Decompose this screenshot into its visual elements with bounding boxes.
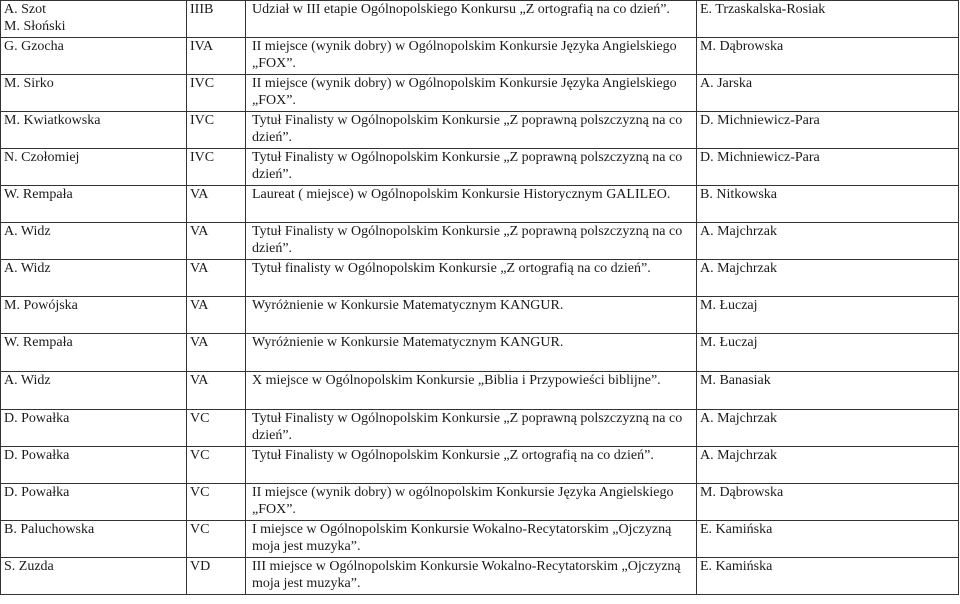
teacher-cell: A. Majchrzak [697, 223, 959, 260]
student-name: M. Słoński [4, 19, 66, 34]
achievement-cell: X miejsce w Ogólnopolskim Konkursie „Biblia i Przypowieści biblijne”. [246, 372, 697, 410]
achievement-cell: Tytuł Finalisty w Ogólnopolskim Konkursie „Z ortografią na co dzień”. [246, 447, 697, 484]
student-name-cell [1, 75, 187, 112]
student-name: A. Szot [4, 2, 46, 17]
student-name: M. Powójska [4, 298, 78, 313]
achievement-cell: Wyróżnienie w Konkursie Matematycznym KANGUR. [246, 334, 697, 372]
table-row [1, 38, 959, 75]
achievement-cell: I miejsce w Ogólnopolskim Konkursie Wokalno-Recytatorskim „Ojczyzną moja jest muzyka”. [246, 521, 697, 558]
achievement-cell: Tytuł Finalisty w Ogólnopolskim Konkursie „Z poprawną polszczyzną na co dzień”. [246, 149, 697, 186]
class-cell: VC [187, 447, 246, 484]
student-name-cell [1, 223, 187, 260]
teacher-cell: M. Łuczaj [697, 334, 959, 372]
achievements-table-body [1, 1, 959, 595]
class-cell: VA [187, 223, 246, 260]
table-row [1, 149, 959, 186]
class-cell: IVA [187, 38, 246, 75]
achievement-cell: II miejsce (wynik dobry) w Ogólnopolskim Konkursie Języka Angielskiego „FOX”. [246, 75, 697, 112]
student-name: D. Powałka [4, 448, 70, 463]
student-name-cell [1, 410, 187, 447]
student-name-cell [1, 186, 187, 223]
class-cell: IIIB [187, 1, 246, 38]
teacher-cell: A. Jarska [697, 75, 959, 112]
class-cell: VD [187, 558, 246, 595]
student-name: A. Widz [4, 261, 51, 276]
student-name: D. Powałka [4, 411, 70, 426]
teacher-cell: A. Majchrzak [697, 447, 959, 484]
student-name-cell [1, 149, 187, 186]
student-name-cell [1, 558, 187, 595]
table-row [1, 186, 959, 223]
class-cell: VA [187, 297, 246, 334]
table-row [1, 112, 959, 149]
achievement-cell: Tytuł Finalisty w Ogólnopolskim Konkursie „Z poprawną polszczyzną na co dzień”. [246, 223, 697, 260]
student-name-cell [1, 372, 187, 410]
teacher-cell: A. Majchrzak [697, 410, 959, 447]
class-cell: VC [187, 484, 246, 521]
teacher-cell: D. Michniewicz-Para [697, 149, 959, 186]
student-name-cell [1, 297, 187, 334]
student-name: A. Widz [4, 224, 51, 239]
student-name: B. Paluchowska [4, 522, 95, 537]
class-cell: VA [187, 372, 246, 410]
achievement-cell: Udział w III etapie Ogólnopolskiego Konkursu „Z ortografią na co dzień”. [246, 1, 697, 38]
teacher-cell: E. Kamińska [697, 558, 959, 595]
class-cell: IVC [187, 75, 246, 112]
table-row [1, 484, 959, 521]
achievement-cell: Tytuł Finalisty w Ogólnopolskim Konkursie „Z poprawną polszczyzną na co dzień”. [246, 410, 697, 447]
student-name: A. Widz [4, 373, 51, 388]
teacher-cell: M. Dąbrowska [697, 38, 959, 75]
student-name-cell [1, 38, 187, 75]
achievement-cell: III miejsce w Ogólnopolskim Konkursie Wokalno-Recytatorskim „Ojczyzną moja jest muzyka”. [246, 558, 697, 595]
student-name-cell [1, 260, 187, 297]
achievement-cell: Tytuł finalisty w Ogólnopolskim Konkursie „Z ortografią na co dzień”. [246, 260, 697, 297]
teacher-cell: D. Michniewicz-Para [697, 112, 959, 149]
table-row [1, 558, 959, 595]
class-cell: VA [187, 186, 246, 223]
table-row [1, 260, 959, 297]
table-row [1, 521, 959, 558]
teacher-cell: E. Trzaskalska-Rosiak [697, 1, 959, 38]
teacher-cell: E. Kamińska [697, 521, 959, 558]
student-name: W. Rempała [4, 187, 73, 202]
class-cell: VC [187, 410, 246, 447]
teacher-cell: M. Banasiak [697, 372, 959, 410]
student-name: M. Kwiatkowska [4, 113, 101, 128]
student-name: W. Rempała [4, 335, 73, 350]
student-name-cell [1, 112, 187, 149]
achievement-cell: Laureat ( miejsce) w Ogólnopolskim Konkursie Historycznym GALILEO. [246, 186, 697, 223]
teacher-cell: M. Łuczaj [697, 297, 959, 334]
student-name-cell [1, 521, 187, 558]
class-cell: IVC [187, 112, 246, 149]
class-cell: VA [187, 260, 246, 297]
class-cell: IVC [187, 149, 246, 186]
table-row [1, 334, 959, 372]
teacher-cell: A. Majchrzak [697, 260, 959, 297]
teacher-cell: M. Dąbrowska [697, 484, 959, 521]
class-cell: VC [187, 521, 246, 558]
student-name-cell [1, 1, 187, 38]
student-name-cell [1, 334, 187, 372]
teacher-cell: B. Nitkowska [697, 186, 959, 223]
student-name-cell [1, 484, 187, 521]
student-name: M. Sirko [4, 76, 54, 91]
table-row [1, 1, 959, 38]
table-row [1, 223, 959, 260]
table-row [1, 372, 959, 410]
student-name: S. Zuzda [4, 559, 54, 574]
student-name: N. Czołomiej [4, 150, 80, 165]
achievement-cell: II miejsce (wynik dobry) w Ogólnopolskim Konkursie Języka Angielskiego „FOX”. [246, 38, 697, 75]
table-row [1, 75, 959, 112]
achievement-cell: Wyróżnienie w Konkursie Matematycznym KANGUR. [246, 297, 697, 334]
table-row [1, 410, 959, 447]
student-name: G. Gzocha [4, 39, 64, 54]
achievement-cell: II miejsce (wynik dobry) w ogólnopolskim Konkursie Języka Angielskiego „FOX”. [246, 484, 697, 521]
table-row [1, 297, 959, 334]
class-cell: VA [187, 334, 246, 372]
table-row [1, 447, 959, 484]
student-name: D. Powałka [4, 485, 70, 500]
achievement-cell: Tytuł Finalisty w Ogólnopolskim Konkursie „Z poprawną polszczyzną na co dzień”. [246, 112, 697, 149]
student-name-cell [1, 447, 187, 484]
